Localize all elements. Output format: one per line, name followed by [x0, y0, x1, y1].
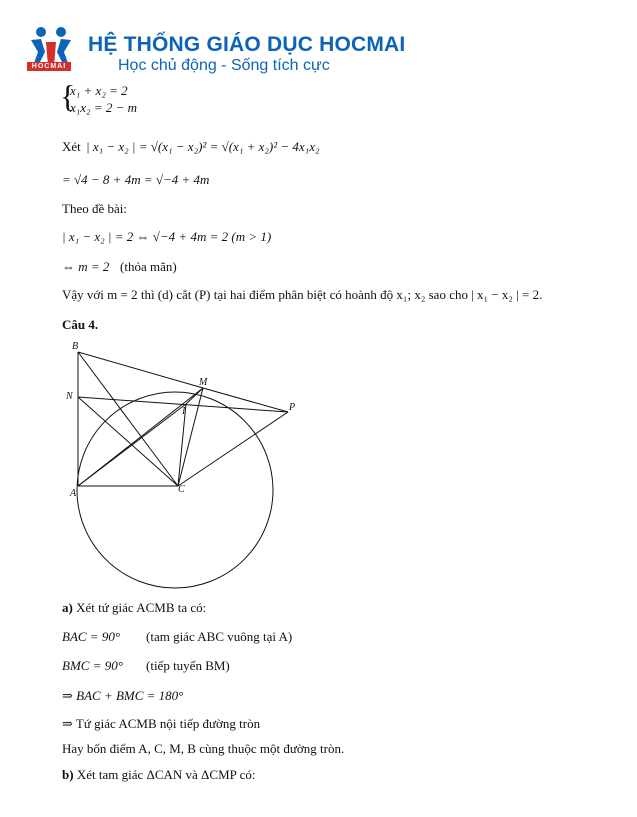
condition-expression: | x₁ − x₂ | = 2 ⇔ √−4 + 4m = 2 (m > 1) [62, 229, 272, 244]
part-b-label: b) [62, 767, 74, 782]
point-label-p: P [289, 402, 296, 413]
cau4-heading: Câu 4. [62, 317, 99, 332]
part-a-label: a) [62, 600, 73, 615]
angle-sum: ⇒ BAC + BMC = 180° [62, 688, 184, 703]
angle-bmc: BMC = 90° [62, 658, 123, 673]
angle-bac: BAC = 90° [62, 629, 121, 644]
logo-badge: HOCMAI [27, 62, 71, 71]
cyclic-statement: ⇒ Tứ giác ACMB nội tiếp đường tròn [62, 716, 261, 731]
point-label-a: A [70, 488, 77, 499]
brand-title: HỆ THỐNG GIÁO DỤC HOCMAI [88, 33, 406, 56]
concyclic-statement: Hay bốn điểm A, C, M, B cùng thuộc một đường tròn. [62, 741, 345, 756]
simplify-expression: = √4 − 8 + 4m = √−4 + 4m [62, 172, 210, 187]
point-label-i: I [182, 406, 186, 417]
m-note: (thỏa mãn) [120, 259, 177, 274]
conclusion-text: Vậy với m = 2 thì (d) cắt (P) tại hai điểm phân biệt có hoành độ x₁; x₂ sao cho | x₁ − x₂ | = 2. [62, 287, 543, 302]
part-a-text: Xét tứ giác ACMB ta có: [76, 600, 207, 615]
point-label-m: M [199, 377, 208, 388]
brand-slogan: Học chủ động - Sống tích cực [118, 57, 330, 74]
theo-de-bai: Theo đề bài: [62, 201, 127, 216]
part-a-intro [62, 600, 206, 616]
point-label-c: C [178, 484, 185, 495]
point-label-b: B [72, 341, 79, 352]
angle-bmc-note: (tiếp tuyến BM) [146, 658, 230, 673]
part-b-intro [62, 767, 256, 783]
point-label-n: N [66, 391, 73, 402]
system-line-2: x₁x₂ = 2 − m [70, 100, 138, 115]
xet-expression: | x₁ − x₂ | = √(x₁ − x₂)² = √(x₁ + x₂)² − 4x₁x₂ [86, 139, 320, 154]
system-brace: { [60, 78, 76, 114]
system-line-1: x₁ + x₂ = 2 [70, 83, 128, 98]
circle-figure [77, 392, 273, 588]
xet-label: Xét [62, 139, 81, 154]
geometry-figure [60, 340, 320, 590]
angle-bac-note: (tam giác ABC vuông tại A) [146, 629, 293, 644]
m-equation: ⇔ m = 2 [62, 259, 110, 274]
page-header [0, 0, 637, 80]
part-b-text: Xét tam giác ΔCAN và ΔCMP có: [76, 767, 256, 782]
